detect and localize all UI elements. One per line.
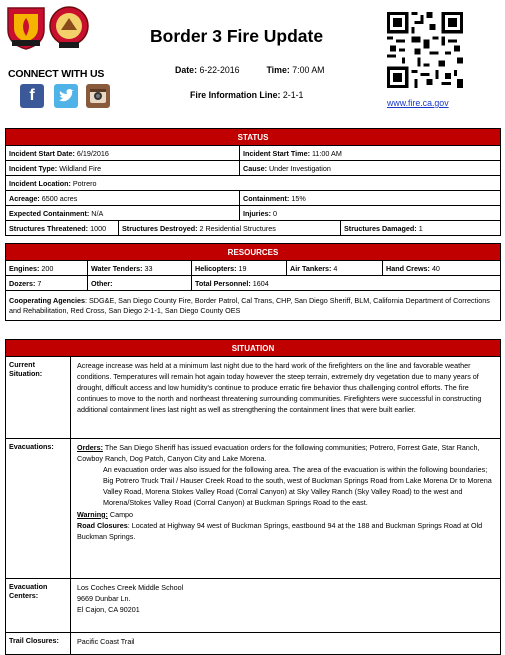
resources-table: [5, 243, 501, 321]
other-resources: Other:: [88, 276, 192, 291]
instagram-icon[interactable]: [86, 84, 110, 108]
orders-label: Orders:: [77, 443, 103, 452]
warning-text: Campo: [109, 509, 134, 519]
connect-heading: CONNECT WITH US: [8, 68, 105, 80]
water-tenders: Water Tenders: 33: [88, 261, 192, 276]
air-tankers: Air Tankers: 4: [287, 261, 383, 276]
structures-destroyed: Structures Destroyed: 2 Residential Structures: [119, 221, 341, 236]
incident-start-time: Incident Start Time: 11:00 AM: [240, 146, 501, 161]
status-heading: STATUS: [6, 129, 501, 146]
evacuation-centers-text: [71, 579, 501, 633]
warning-label: Warning:: [77, 509, 108, 519]
total-personnel: Total Personnel: 1604: [192, 276, 501, 291]
status-table: [5, 128, 501, 236]
trail-closures-text: Pacific Coast Trail: [71, 633, 501, 655]
situation-table: [5, 339, 501, 655]
dozers: Dozers: 7: [6, 276, 88, 291]
center-line: 9669 Dunbar Ln.: [77, 594, 131, 604]
info-line-value: 2-1-1: [282, 90, 304, 100]
expected-containment: Expected Containment: N/A: [6, 206, 240, 221]
structures-damaged: Structures Damaged: 1: [341, 221, 501, 236]
evacuations-label: Evacuations:: [6, 439, 71, 579]
acreage: Acreage: 6500 acres: [6, 191, 240, 206]
date-time-line: [175, 65, 325, 75]
center-line: El Cajon, CA 90201: [77, 605, 140, 615]
center-line: Los Coches Creek Middle School: [77, 583, 184, 592]
qr-code-icon[interactable]: [387, 12, 463, 88]
resources-heading: RESOURCES: [6, 244, 501, 261]
helicopters: Helicopters: 19: [192, 261, 287, 276]
evacuation-centers-label: Evacuation Centers:: [6, 579, 71, 633]
page-title: Border 3 Fire Update: [150, 26, 324, 46]
orders-more-text: An evacuation order was also issued for the following area. The area of the evacuation is within the following boundaries; Big Potrero Truck Trail / Hauser Creek Road to the south, west of Buckman Springs Road from Lake Morena Dr to Morena Valley Road, Morena Stokes Valley Road (Corral Canyon) at Sky Valley Ranch (Sky Valley Road) to the west and Morena/Stokes Valley Road (Corral Canyon) at Buckman Springs Road to the east.: [103, 465, 492, 508]
cal-fire-logo: [6, 4, 46, 50]
incident-location: Incident Location: Potrero: [6, 176, 501, 191]
current-situation-text: Acreage increase was held at a minimum last night due to the hard work of the firefighters on the line and favorable weather conditions. Temperatures will remain hot again today however the steep terrain, extremely dry vegetation due to many years of drought, difficult access and low humidity's continue to produce erratic fire behavior thus challenging control efforts. The fire continues to move to the north and northeast threatening surrounding communities. Firefighters were successful in constructing additional containment lines last night as well as strengthening the containment lines that were built earlier.: [71, 357, 501, 439]
info-line: [190, 90, 303, 100]
road-closures-label: Road Closures: [77, 520, 128, 530]
injuries: Injuries: 0: [240, 206, 501, 221]
cooperating-agencies: Cooperating Agencies: SDG&E, San Diego County Fire, Border Patrol, Cal Trans, CHP, San Diego Sheriff, BLM, California Department of Corrections and Rehabilitation, Red Cross, San Diego 2-1-1, San Diego County OES: [6, 291, 501, 321]
containment: Containment: 15%: [240, 191, 501, 206]
engines: Engines: 200: [6, 261, 88, 276]
time-value: 7:00 AM: [292, 65, 325, 75]
road-closures-text: : Located at Highway 94 west of Buckman Springs, eastbound 94 at the 188 and Buckman Springs Road at Old Buckman Springs.: [77, 520, 483, 541]
hand-crews: Hand Crews: 40: [383, 261, 501, 276]
incident-type: Incident Type: Wildland Fire: [6, 161, 240, 176]
evacuations-text: [71, 439, 501, 579]
incident-start-date: Incident Start Date: 6/19/2016: [6, 146, 240, 161]
time-label: Time:: [266, 65, 290, 75]
current-situation-label: Current Situation:: [6, 357, 71, 439]
orders-text: The San Diego Sheriff has issued evacuation orders for the following communities; Potrero, Forrest Gate, Star Ranch, Cowboy Ranch, Dog Patch, Canyon City and Lake Morena.: [77, 443, 480, 464]
structures-threatened: Structures Threatened: 1000: [6, 221, 119, 236]
twitter-icon[interactable]: [54, 84, 78, 108]
trail-closures-label: Trail Closures:: [6, 633, 71, 655]
situation-heading: SITUATION: [6, 340, 501, 357]
date-value: 6-22-2016: [199, 65, 240, 75]
date-label: Date:: [175, 65, 197, 75]
website-link[interactable]: www.fire.ca.gov: [387, 98, 449, 108]
facebook-icon[interactable]: f: [20, 84, 44, 108]
logos: [6, 4, 92, 50]
incident-cause: Cause: Under Investigation: [240, 161, 501, 176]
info-line-label: Fire Information Line:: [190, 90, 281, 100]
san-diego-fire-logo: [49, 4, 89, 50]
